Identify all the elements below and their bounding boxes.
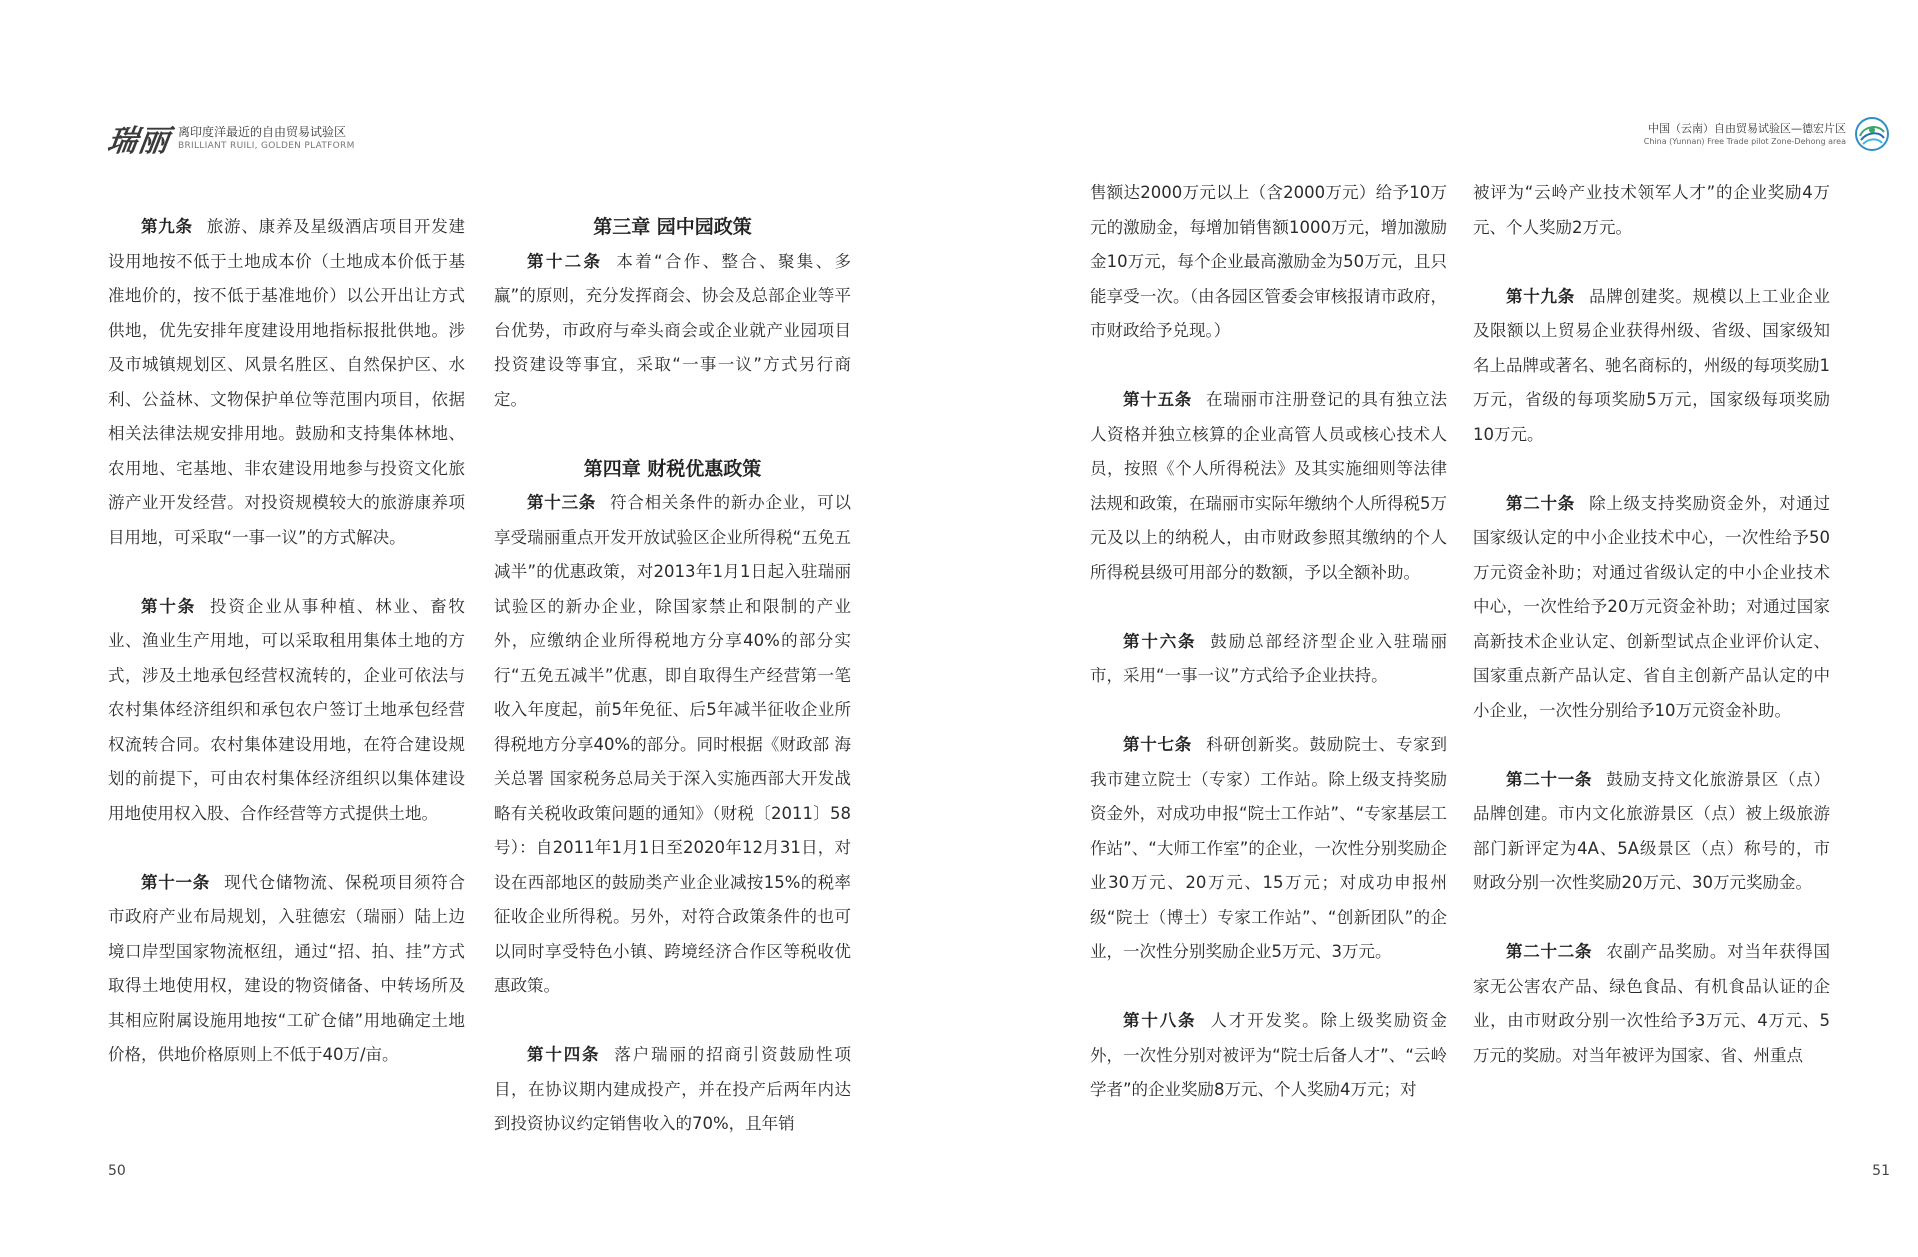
header-tagline-en: BRILLIANT RUILI, GOLDEN PLATFORM — [178, 140, 355, 151]
article-text: 在瑞丽市注册登记的具有独立法人资格并独立核算的企业高管人员或核心技术人员，按照《个人所得税法》及其实施细则等法律法规和政策，在瑞丽市实际年缴纳个人所得税5万元及以上的纳税人，由市财政参照其缴纳的个人所得税县级可用部分的数额，予以全额补助。 — [1090, 390, 1448, 582]
article-label: 第二十一条 — [1506, 769, 1593, 789]
right-column-1 — [1090, 176, 1447, 1108]
article-14 — [494, 1038, 851, 1142]
swirl-globe-icon — [1854, 116, 1890, 152]
header-left — [105, 116, 355, 160]
article-label: 第十二条 — [527, 251, 603, 271]
article-text: 品牌创建奖。规模以上工业企业及限额以上贸易企业获得州级、省级、国家级知名上品牌或著名、驰名商标的，州级的每项奖励1万元，省级的每项奖励5万元，国家级每项奖励10万元。 — [1473, 286, 1831, 444]
article-label: 第九条 — [141, 217, 193, 236]
article-label: 第十四条 — [527, 1045, 601, 1064]
article-14-continued: 售额达2000万元以上（含2000万元）给予10万元的激励金，每增加销售额1000万元，增加激励金10万元，每个企业最高激励金为50万元，且只能享受一次。（由各园区管委会审核报请市政府，市财政给予兑现。） — [1090, 183, 1447, 340]
article-text: 落户瑞丽的招商引资鼓励性项目，在协议期内建成投产，并在投产后两年内达到投资协议约定销售收入的70%，且年销 — [494, 1045, 851, 1133]
article-text: 符合相关条件的新办企业，可以享受瑞丽重点开发开放试验区企业所得税“五免五减半”的优惠政策，对2013年1月1日起入驻瑞丽试验区的新办企业，除国家禁止和限制的产业外，应缴纳企业所得税地方分享40%的部分实行“五免五减半”优惠，即自取得生产经营第一笔收入年度起，前5年免征、后5年减半征收企业所得税地方分享40%的部分。同时根据《财政部 海关总署 国家税务总局关于深入实施西部大开发战略有关税收政策问题的通知》（财税〔2011〕58号）：自2011年1月1日至2020年12月31日，对设在西部地区的鼓励类产业企业减按15%的税率征收企业所得税。另外，对符合政策条件的也可以同时享受特色小镇、跨境经济合作区等税收优惠政策。 — [494, 493, 852, 995]
page-number-right: 51 — [1872, 1163, 1890, 1179]
left-column-2 — [494, 210, 851, 1142]
article-22 — [1473, 935, 1830, 1073]
article-text: 现代仓储物流、保税项目须符合市政府产业布局规划，入驻德宏（瑞丽）陆上边境口岸型国家物流枢纽，通过“招、拍、挂”方式取得土地使用权，建设的物资储备、中转场所及其相应附属设施用地按“工矿仓储”用地确定土地价格，供地价格原则上不低于40万/亩。 — [108, 872, 466, 1064]
right-page — [959, 0, 1918, 1257]
left-column-1 — [108, 210, 465, 1073]
article-11 — [108, 866, 465, 1073]
article-label: 第十五条 — [1123, 390, 1193, 409]
header-title-en: China (Yunnan) Free Trade pilot Zone-Dehong area — [1643, 136, 1846, 146]
article-text: 人才开发奖。除上级奖励资金外，一次性分别对被评为“院士后备人才”、“云岭学者”的企业奖励8万元、个人奖励4万元；对 — [1090, 1011, 1447, 1099]
article-15 — [1090, 383, 1447, 590]
ruili-logo: 瑞丽 — [105, 124, 172, 159]
article-12 — [494, 245, 851, 418]
article-text: 除上级支持奖励资金外，对通过国家级认定的中小企业技术中心，一次性给予50万元资金补助；对通过省级认定的中小企业技术中心，一次性给予20万元资金补助；对通过国家高新技术企业认定、创新型试点企业评价认定、国家重点新产品认定、省自主创新产品认定的中小企业，一次性分别给予10万元资金补助。 — [1473, 493, 1831, 720]
article-text: 鼓励支持文化旅游景区（点）品牌创建。市内文化旅游景区（点）被上级旅游部门新评定为4A、5A级景区（点）称号的，市财政分别一次性奖励20万元、30万元奖励金。 — [1473, 769, 1831, 892]
article-label: 第十三条 — [527, 493, 597, 512]
article-label: 第十八条 — [1123, 1011, 1197, 1030]
article-16 — [1090, 625, 1447, 694]
article-label: 第十条 — [141, 596, 197, 616]
article-18 — [1090, 1004, 1447, 1108]
article-text: 投资企业从事种植、林业、畜牧业、渔业生产用地，可以采取租用集体土地的方式，涉及土地承包经营权流转的，企业可依法与农村集体经济组织和承包农户签订土地承包经营权流转合同。农村集体建设用地，在符合建设规划的前提下，可由农村集体经济组织以集体建设用地使用权入股、合作经营等方式提供土地。 — [108, 596, 465, 823]
article-13 — [494, 486, 851, 1004]
article-label: 第二十条 — [1506, 493, 1576, 513]
article-9 — [108, 210, 465, 555]
article-text: 本着“合作、整合、聚集、多赢”的原则，充分发挥商会、协会及总部企业等平台优势，市政府与牵头商会或企业就产业园项目投资建设等事宜，采取“一事一议”方式另行商定。 — [494, 251, 851, 409]
right-column-2 — [1473, 176, 1830, 1073]
article-17 — [1090, 728, 1447, 970]
article-21 — [1473, 763, 1830, 901]
article-10 — [108, 590, 465, 832]
article-text: 旅游、康养及星级酒店项目开发建设用地按不低于土地成本价（土地成本价低于基准地价的，按不低于基准地价）以公开出让方式供地，优先安排年度建设用地指标报批供地。涉及市城镇规划区、风景名胜区、自然保护区、水利、公益林、文物保护单位等范围内项目，依据相关法律法规安排用地。鼓励和支持集体林地、农用地、宅基地、非农建设用地参与投资文化旅游产业开发经营。对投资规模较大的旅游康养项目用地，可采取“一事一议”的方式解决。 — [108, 217, 466, 547]
chapter-4-title: 第四章 财税优惠政策 — [583, 457, 762, 480]
article-label: 第十一条 — [141, 872, 211, 892]
chapter-3-title: 第三章 园中园政策 — [593, 216, 752, 238]
header-right — [1644, 116, 1890, 152]
header-tagline: 离印度洋最近的自由贸易试验区 — [178, 124, 347, 139]
article-label: 第二十二条 — [1506, 942, 1593, 961]
header-title: 中国（云南）自由贸易试验区—德宏片区 — [1648, 121, 1846, 135]
article-text: 农副产品奖励。对当年获得国家无公害农产品、绿色食品、有机食品认证的企业，由市财政分别一次性给予3万元、4万元、5万元的奖励。对当年被评为国家、省、州重点 — [1473, 942, 1831, 1065]
article-label: 第十九条 — [1506, 286, 1576, 306]
article-label: 第十六条 — [1123, 631, 1197, 651]
article-18-continued: 被评为“云岭产业技术领军人才”的企业奖励4万元、个人奖励2万元。 — [1473, 183, 1830, 237]
article-19 — [1473, 280, 1830, 453]
article-label: 第十七条 — [1123, 735, 1193, 754]
article-text: 鼓励总部经济型企业入驻瑞丽市，采用“一事一议”方式给予企业扶持。 — [1090, 631, 1447, 685]
article-20 — [1473, 487, 1830, 729]
page-number-left: 50 — [108, 1163, 126, 1179]
article-text: 科研创新奖。鼓励院士、专家到我市建立院士（专家）工作站。除上级支持奖励资金外，对成功申报“院士工作站”、“专家基层工作站”、“大师工作室”的企业，一次性分别奖励企业30万元、20万元、15万元；对成功申报州级“院士（博士）专家工作站”、“创新团队”的企业，一次性分别奖励企业5万元、3万元。 — [1090, 735, 1448, 961]
